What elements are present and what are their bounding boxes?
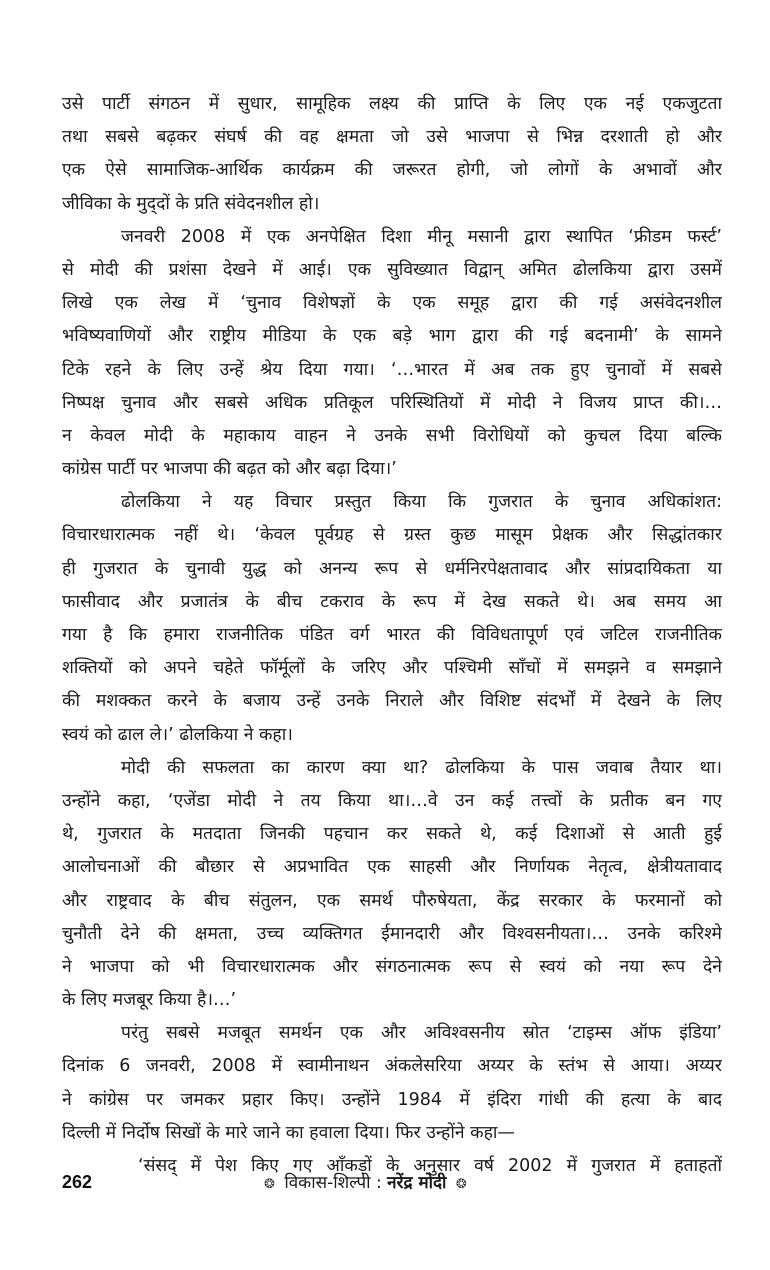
- text-line: ने भाजपा को भी विचारधारात्मक और संगठनात्मक रूप से स्वयं को नया रूप देने: [62, 956, 722, 977]
- text-line: दिल्ली में निर्दोष सिखों के मारे जाने का हवाला दिया। फिर उन्होंने कहा—: [62, 1122, 515, 1143]
- text-line: न केवल मोदी के महाकाय वाहन ने उनके सभी विरोधियों को कुचल दिया बल्कि: [62, 425, 722, 446]
- flower-ornament-icon: ❂: [455, 1177, 467, 1192]
- text-line: टिके रहने के लिए उन्हें श्रेय दिया गया। ‘…भारत में अब तक हुए चुनावों में सबसे: [62, 359, 722, 380]
- text-line: एक ऐसे सामाजिक-आर्थिक कार्यक्रम की जरूरत होगी, जो लोगों के अभावों और: [62, 160, 722, 181]
- text-line: गया है कि हमारा राजनीतिक पंडित वर्ग भारत की विविधतापूर्ण एवं जटिल राजनीतिक: [62, 625, 722, 645]
- running-title: [260, 1170, 471, 1193]
- text-line: थे, गुजरात के मतदाता जिनकी पहचान कर सकते थे, कई दिशाओं से आती हुई: [62, 824, 722, 845]
- text-line: ही गुजरात के चुनावी युद्ध को अनन्य रूप से धर्मनिरपेक्षतावाद और सांप्रदायिकता या: [62, 558, 722, 579]
- text-line: ढोलकिया ने यह विचार प्रस्तुत किया कि गुजरात के चुनाव अधिकांशत:: [121, 492, 722, 513]
- text-line: फासीवाद और प्रजातंत्र के बीच टकराव के रूप में देख सकते थे। अब समय आ: [62, 591, 722, 612]
- text-line: निष्पक्ष चुनाव और सबसे अधिक प्रतिकूल परिस्थितियों में मोदी ने विजय प्राप्त की।…: [62, 392, 722, 413]
- text-line: भविष्यवाणियों और राष्ट्रीय मीडिया के एक बड़े भाग द्वारा की गई बदनामी’ के सामने: [62, 326, 722, 347]
- text-line: जनवरी 2008 में एक अनपेक्षित दिशा मीनू मसानी द्वारा स्थापित ‘फ्रीडम फर्स्ट’: [121, 226, 722, 247]
- page-body: [62, 88, 722, 1183]
- page-footer: [0, 1168, 770, 1198]
- text-line: और राष्ट्रवाद के बीच संतुलन, एक समर्थ पौरुषेयता, केंद्र सरकार के फरमानों को: [62, 890, 722, 911]
- text-line: विचारधारात्मक नहीं थे। ‘केवल पूर्वग्रह से ग्रस्त कुछ मासूम प्रेक्षक और सिद्धांतकार: [62, 525, 722, 546]
- text-line: से मोदी की प्रशंसा देखने में आई। एक सुविख्यात विद्वान् अमित ढोलकिया द्वारा उसमें: [62, 259, 722, 280]
- flower-ornament-icon: ❂: [264, 1177, 275, 1192]
- text-line: चुनौती देने की क्षमता, उच्च व्यक्तिगत ईमानदारी और विश्वसनीयता।… उनके करिश्मे: [62, 923, 722, 944]
- text-line: शक्तियों को अपने चहेते फॉर्मूलों के जरिए और पश्चिमी साँचों में समझने व समझाने: [62, 658, 722, 679]
- text-line: उन्होंने कहा, ‘एजेंडा मोदी ने तय किया था।…वे उन कई तत्त्वों के प्रतीक बन गए: [62, 790, 722, 811]
- author-name: नरेंद्र मोदी: [387, 1173, 447, 1193]
- text-line: उसे पार्टी संगठन में सुधार, सामूहिक लक्ष्य की प्राप्ति के लिए एक नई एकजुटता: [62, 94, 722, 114]
- text-line: की मशक्कत करने के बजाय उन्हें उनके निराले और विशिष्ट संदर्भों में देखने के लिए: [62, 691, 722, 712]
- text-line: जीविका के मुद्‍दों के प्रति संवेदनशील हो।: [62, 193, 320, 214]
- page-number: 262: [62, 1172, 93, 1192]
- text-line: के लिए मजबूर किया है।…’: [62, 990, 237, 1011]
- text-line: मोदी की सफलता का कारण क्या था? ढोलकिया के पास जवाब तैयार था।: [121, 757, 722, 778]
- text-line: कांग्रेस पार्टी पर भाजपा की बढ़त को और बढ़ा दिया।’: [62, 459, 397, 480]
- text-line: लिखे एक लेख में ‘चुनाव विशेषज्ञों के एक समूह द्वारा की गई असंवेदनशील: [62, 293, 722, 314]
- text-line: तथा सबसे बढ़कर संघर्ष की वह क्षमता जो उसे भाजपा से भिन्न दरशाती हो और: [62, 127, 722, 148]
- text-line: ‘संसद् में पेश किए गए आँकड़ों के अनुसार वर्ष 2002 में गुजरात में हताहतों: [138, 1156, 722, 1176]
- text-line: स्वयं को ढाल ले।’ ढोलकिया ने कहा।: [62, 724, 293, 745]
- text-line: आलोचनाओं की बौछार से अप्रभावित एक साहसी और निर्णायक नेतृत्व, क्षेत्रीयतावाद: [62, 857, 722, 878]
- text-line: परंतु सबसे मजबूत समर्थन एक और अविश्वसनीय स्रोत ‘टाइम्स ऑफ इंडिया’: [121, 1023, 722, 1044]
- text-line: ने कांग्रेस पर जमकर प्रहार किए। उन्होंने 1984 में इंदिरा गांधी की हत्या के बाद: [62, 1089, 722, 1110]
- book-title: विकास-शिल्पी :: [284, 1173, 382, 1193]
- text-line: दिनांक 6 जनवरी, 2008 में स्वामीनाथन अंकलेसरिया अय्यर के स्तंभ से आया। अय्यर: [62, 1056, 722, 1077]
